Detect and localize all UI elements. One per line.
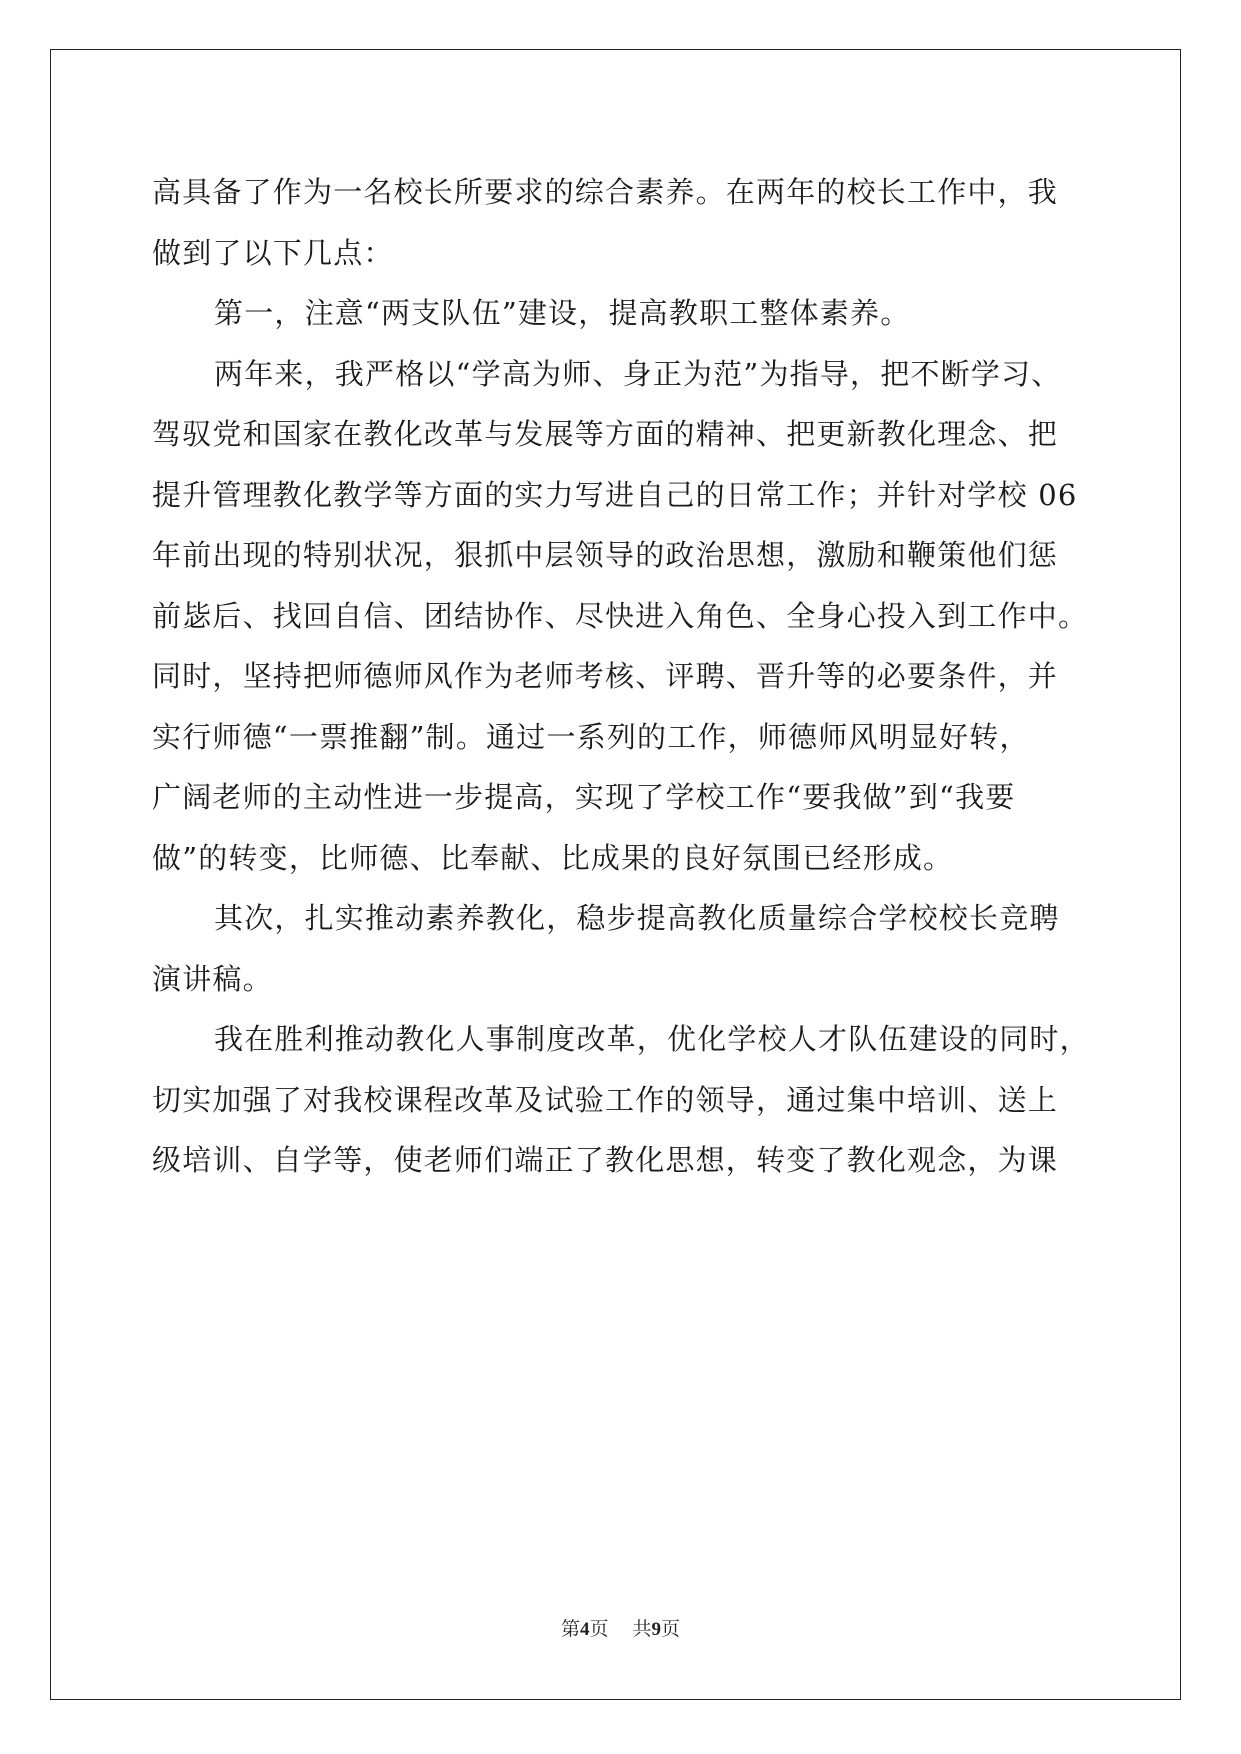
text-line: 提升管理教化教学等方面的实力写进自己的日常工作；并针对学校 06 <box>152 477 1078 512</box>
text-line: 前毖后、找回自信、团结协作、尽快进入角色、全身心投入到工作中。 <box>152 598 1089 633</box>
text-line: 做”的转变，比师德、比奉献、比成果的良好氛围已经形成。 <box>152 840 954 875</box>
text-line: 演讲稿。 <box>152 961 273 996</box>
text-line: 实行师德“一票推翻”制。通过一系列的工作，师德师风明显好转， <box>152 719 1030 754</box>
text-line: 级培训、自学等，使老师们端正了教化思想，转变了教化观念，为课 <box>152 1143 1059 1177</box>
current-page-number: 4 <box>579 1619 590 1640</box>
text-line: 高具备了作为一名校长所要求的综合素养。在两年的校长工作中，我 <box>152 175 1059 209</box>
text-line: 两年来，我严格以“学高为师、身正为范”为指导，把不断学习、 <box>214 356 1062 391</box>
text-line: 驾驭党和国家在教化改革与发展等方面的精神、把更新教化理念、把 <box>152 417 1059 451</box>
page-footer <box>0 1614 1241 1641</box>
footer-ye: 页 <box>589 1619 609 1640</box>
paragraph-heading: 其次，扎实推动素养教化，稳步提高教化质量综合学校校长竞聘 <box>214 901 1060 935</box>
footer-di: 第 <box>560 1619 580 1640</box>
document-body <box>152 162 1092 1191</box>
footer-gong: 共 <box>632 1619 652 1640</box>
paragraph-heading: 第一，注意“两支队伍”建设，提高教职工整体素养。 <box>214 296 911 330</box>
text-line: 同时，坚持把师德师风作为老师考核、评聘、晋升等的必要条件，并 <box>152 659 1059 693</box>
text-line: 年前出现的特别状况，狠抓中层领导的政治思想，激励和鞭策他们惩 <box>152 538 1059 572</box>
text-line: 我在胜利推动教化人事制度改革，优化学校人才队伍建设的同时， <box>214 1022 1090 1056</box>
footer-ye: 页 <box>661 1619 681 1640</box>
text-line: 切实加强了对我校课程改革及试验工作的领导，通过集中培训、送上 <box>152 1082 1059 1117</box>
text-line: 广阔老师的主动性进一步提高，实现了学校工作“要我做”到“我要 <box>152 780 1016 814</box>
total-page-number: 9 <box>651 1619 662 1640</box>
text-line: 做到了以下几点： <box>152 235 394 270</box>
